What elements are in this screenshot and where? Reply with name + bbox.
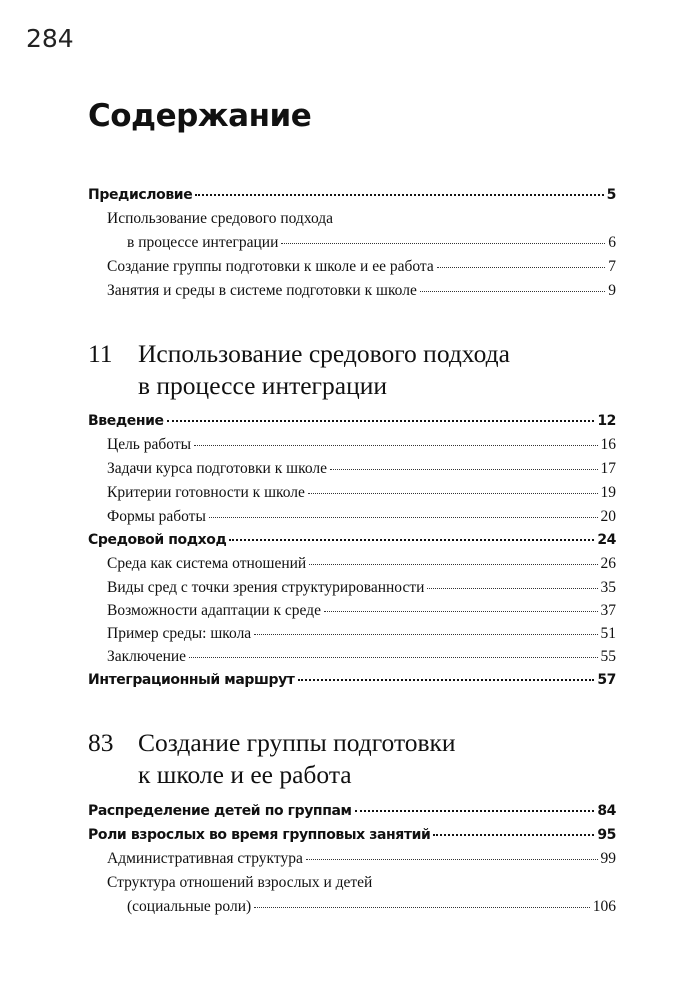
- toc-entry-page: 95: [597, 827, 616, 843]
- chapter-number: 83: [88, 728, 114, 757]
- dot-leader: [324, 610, 598, 612]
- toc-entry-page: 24: [597, 532, 616, 548]
- toc-entry-title: Цель работы: [107, 436, 192, 453]
- dot-leader: [427, 587, 597, 589]
- toc-entry-item[interactable]: [107, 553, 616, 575]
- toc-entry-page: 99: [600, 850, 616, 867]
- chapter-heading: [88, 338, 510, 402]
- toc-entry-item[interactable]: [107, 577, 616, 599]
- toc-entry-section[interactable]: [88, 529, 616, 551]
- toc-entry-section[interactable]: [88, 410, 616, 432]
- toc-entry-page: 55: [600, 648, 616, 665]
- toc-entry-page: 19: [600, 484, 616, 501]
- toc-entry-title: Создание группы подготовки к школе и ее работа: [107, 258, 434, 275]
- toc-entry-item[interactable]: [107, 256, 616, 278]
- toc-entry-page: 9: [608, 282, 616, 299]
- toc-entry-title: Использование средового подхода: [107, 210, 334, 227]
- toc-entry-page: 17: [600, 460, 616, 477]
- toc-entry-page: 20: [600, 508, 616, 525]
- toc-entry-item[interactable]: [107, 506, 616, 528]
- toc-entry-item[interactable]: [127, 896, 616, 918]
- dot-leader: [195, 193, 603, 196]
- dot-leader: [330, 468, 598, 470]
- toc-entry-item[interactable]: [107, 646, 616, 668]
- dot-leader: [437, 266, 606, 268]
- toc-entry-title: Задачи курса подготовки к школе: [107, 460, 327, 477]
- dot-leader: [309, 563, 597, 565]
- toc-entry-preface[interactable]: [88, 184, 616, 206]
- toc-entry-page: 35: [600, 579, 616, 596]
- toc-entry-page: 57: [597, 672, 616, 688]
- toc-entry-section[interactable]: [88, 669, 616, 691]
- toc-entry-page: 26: [600, 555, 616, 572]
- toc-entry-title: Роли взрослых во время групповых занятий: [88, 827, 431, 843]
- dot-leader: [355, 809, 595, 812]
- toc-entry-title: Возможности адаптации к среде: [107, 602, 321, 619]
- toc-entry-title: Среда как система отношений: [107, 555, 307, 572]
- toc-entry-page: 51: [600, 625, 616, 642]
- toc-entry-page: 6: [608, 234, 616, 251]
- dot-leader: [420, 290, 605, 292]
- chapter-title-line1: Использование средового подхода: [138, 339, 510, 368]
- toc-entry-item[interactable]: [107, 280, 616, 302]
- chapter-title-line1: Создание группы подготовки: [138, 728, 456, 757]
- toc-entry-title: в процессе интеграции: [127, 234, 279, 251]
- toc-entry-title-line: [107, 208, 616, 230]
- toc-entry-title: Формы работы: [107, 508, 206, 525]
- toc-entry-title: Предисловие: [88, 187, 193, 203]
- toc-entry-item[interactable]: [127, 232, 616, 254]
- dot-leader: [298, 678, 595, 681]
- chapter-number: 11: [88, 339, 113, 368]
- toc-entry-page: 7: [608, 258, 616, 275]
- page-title: Содержание: [88, 98, 312, 134]
- toc-entry-title: Пример среды: школа: [107, 625, 252, 642]
- toc-entry-page: 37: [600, 602, 616, 619]
- dot-leader: [308, 492, 598, 494]
- toc-entry-section[interactable]: [88, 824, 616, 846]
- toc-entry-title: Средовой подход: [88, 532, 227, 548]
- dot-leader: [281, 242, 605, 244]
- toc-entry-page: 5: [606, 187, 616, 203]
- dot-leader: [254, 633, 597, 635]
- toc-entry-title: Интеграционный маршрут: [88, 672, 295, 688]
- toc-entry-item[interactable]: [107, 482, 616, 504]
- dot-leader: [306, 858, 598, 860]
- chapter-title-line2: к школе и ее работа: [138, 760, 352, 789]
- toc-entry-title: (социальные роли): [127, 898, 252, 915]
- dot-leader: [209, 516, 598, 518]
- toc-entry-title: Заключение: [107, 648, 187, 665]
- toc-entry-page: 106: [592, 898, 616, 915]
- toc-entry-title: Административная структура: [107, 850, 303, 867]
- dot-leader: [194, 444, 597, 446]
- toc-entry-title: Введение: [88, 413, 164, 429]
- dot-leader: [189, 656, 597, 658]
- toc-entry-title: Виды сред с точки зрения структурированности: [107, 579, 425, 596]
- page-number: 284: [26, 24, 74, 53]
- toc-entry-page: 12: [597, 413, 616, 429]
- toc-entry-page: 16: [600, 436, 616, 453]
- toc-entry-title: Занятия и среды в системе подготовки к школе: [107, 282, 417, 299]
- toc-entry-title: Структура отношений взрослых и детей: [107, 874, 373, 891]
- dot-leader: [433, 833, 594, 836]
- toc-entry-title-line: [107, 872, 616, 894]
- toc-entry-item[interactable]: [107, 623, 616, 645]
- dot-leader: [229, 538, 594, 541]
- chapter-heading: [88, 727, 456, 791]
- toc-entry-item[interactable]: [107, 848, 616, 870]
- toc-entry-item[interactable]: [107, 458, 616, 480]
- toc-entry-page: 84: [597, 803, 616, 819]
- chapter-title-line2: в процессе интеграции: [138, 371, 388, 400]
- dot-leader: [167, 419, 595, 422]
- toc-entry-section[interactable]: [88, 800, 616, 822]
- toc-entry-item[interactable]: [107, 600, 616, 622]
- dot-leader: [254, 906, 590, 908]
- toc-entry-item[interactable]: [107, 434, 616, 456]
- toc-entry-title: Распределение детей по группам: [88, 803, 352, 819]
- toc-entry-title: Критерии готовности к школе: [107, 484, 305, 501]
